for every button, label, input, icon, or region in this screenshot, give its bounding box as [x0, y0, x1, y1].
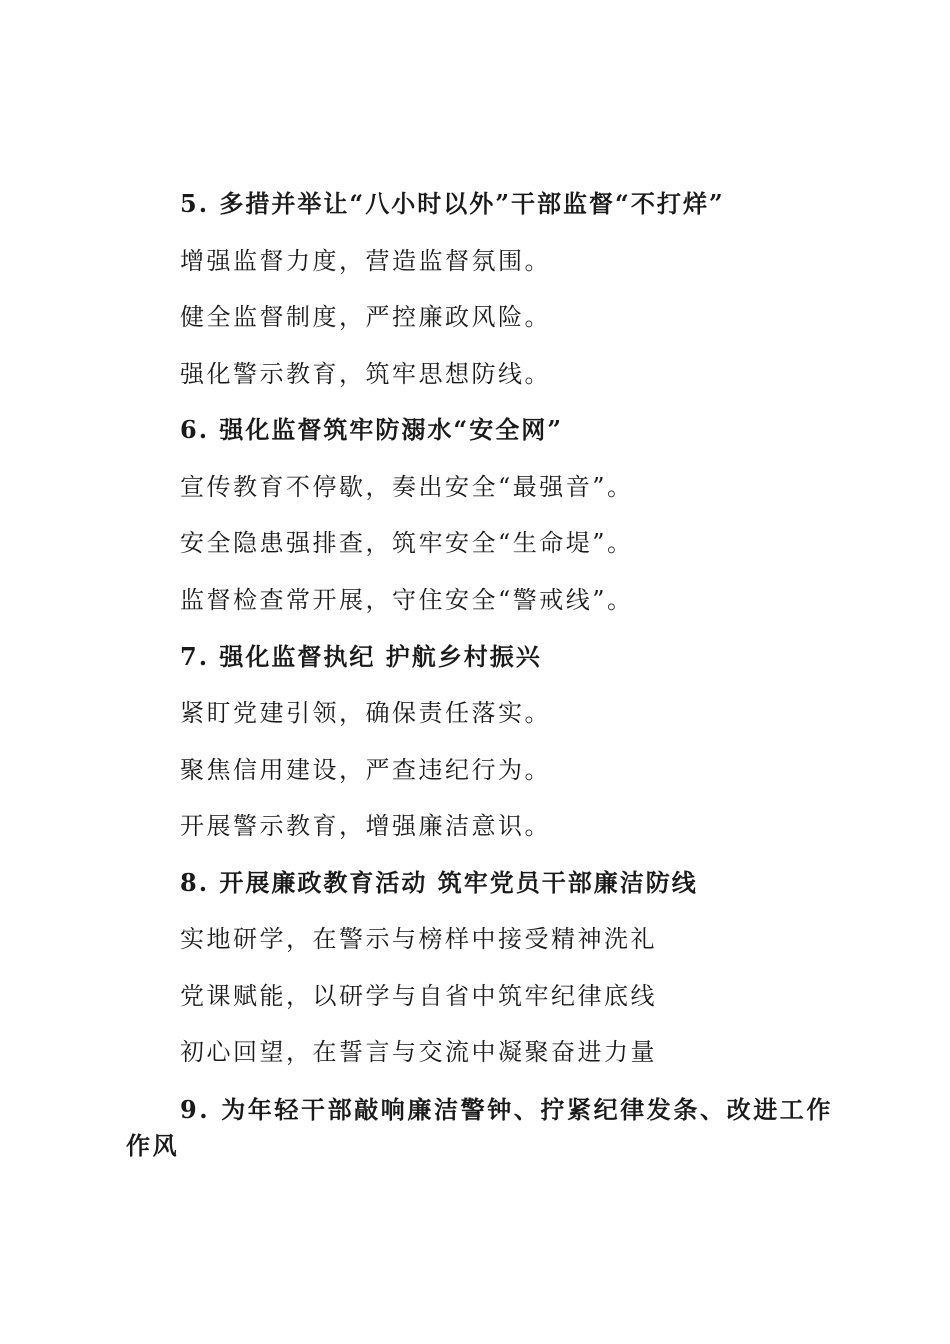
section-6-heading: 6. 强化监督筑牢防溺水“安全网” [180, 415, 564, 444]
section-9-heading: 9. 为年轻干部敲响廉洁警钟、拧紧纪律发条、改进工作作风 [126, 1095, 834, 1160]
section-6-item-1: 宣传教育不停歇，奏出安全“最强音”。 [180, 473, 634, 501]
section-6-item-3: 监督检查常开展，守住安全“警戒线”。 [180, 586, 634, 614]
section-8-item-3: 初心回望，在誓言与交流中凝聚奋进力量 [180, 1038, 657, 1066]
section-7-item-3: 开展警示教育，增强廉洁意识。 [180, 812, 551, 840]
section-5-item-1: 增强监督力度，营造监督氛围。 [180, 247, 551, 275]
section-6-item-2: 安全隐患强排查，筑牢安全“生命堤”。 [180, 529, 634, 557]
section-7-item-2: 聚焦信用建设，严查违纪行为。 [180, 756, 551, 784]
section-5-heading: 5. 多措并举让“八小时以外”干部监督“不打烊” [180, 189, 725, 218]
section-7-item-1: 紧盯党建引领，确保责任落实。 [180, 699, 551, 727]
section-8-item-1: 实地研学，在警示与榜样中接受精神洗礼 [180, 925, 657, 953]
section-8-item-2: 党课赋能，以研学与自省中筑牢纪律底线 [180, 982, 657, 1010]
section-7-heading: 7. 强化监督执纪 护航乡村振兴 [180, 642, 542, 671]
section-5-item-2: 健全监督制度，严控廉政风险。 [180, 303, 551, 331]
section-8-heading: 8. 开展廉政教育活动 筑牢党员干部廉洁防线 [180, 868, 698, 897]
section-5-item-3: 强化警示教育，筑牢思想防线。 [180, 360, 551, 388]
